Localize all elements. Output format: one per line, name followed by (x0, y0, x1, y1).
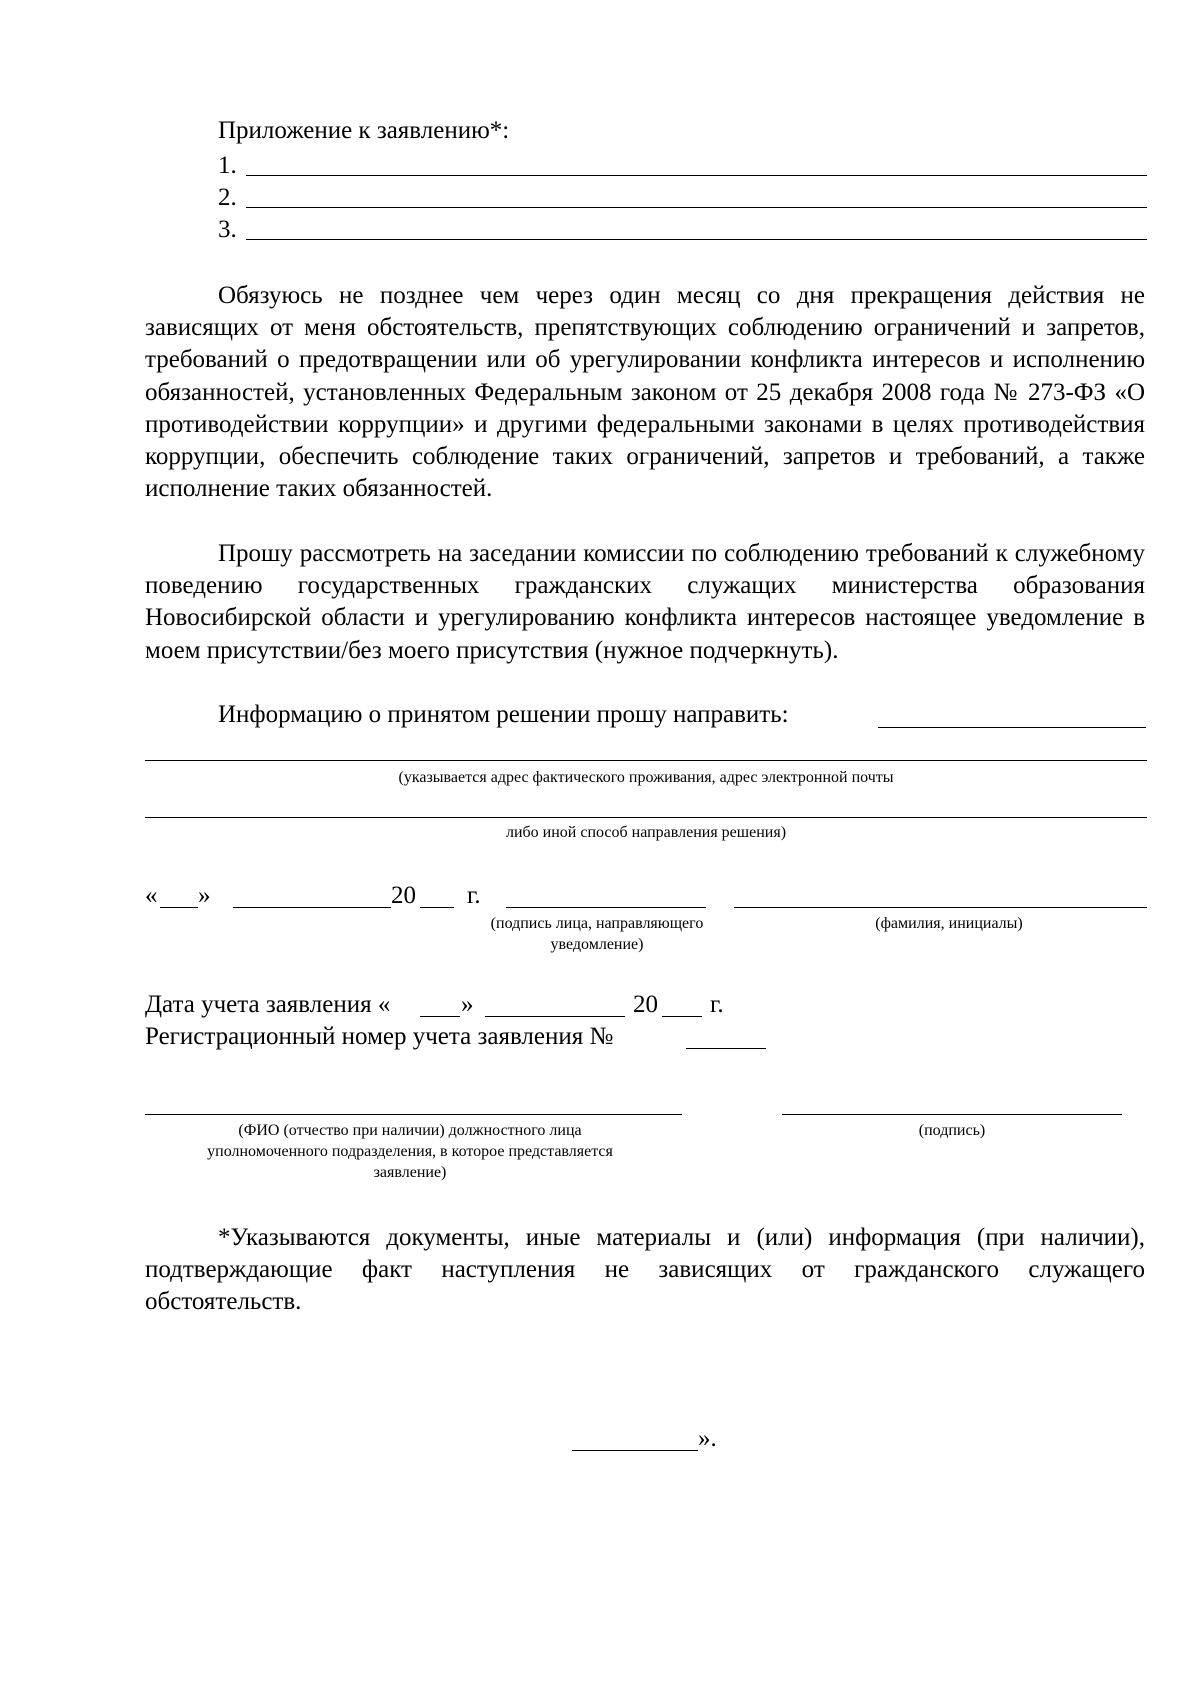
closing-line (572, 1450, 698, 1451)
date-year-prefix: 20 (391, 882, 416, 909)
info-request-label: Информацию о принятом решении прошу направить: (218, 701, 789, 728)
attachment-number-3: 3. (218, 216, 237, 243)
registration-date-close: » (461, 991, 474, 1018)
registration-year-line[interactable] (662, 1016, 702, 1017)
closing-quote: ». (698, 1425, 717, 1452)
address-hint-1: (указывается адрес фактического проживания, адрес электронной почты (398, 769, 894, 786)
date-year-line[interactable] (420, 907, 454, 908)
registration-number-line[interactable] (686, 1048, 766, 1049)
footnote: *Указываются документы, иные материалы и (или) информация (при наличии), подтверждающие факт наступления не зависящих от гражданского служащего обстоятельств. (145, 1224, 1145, 1316)
obligation-paragraph: Обязуюсь не позднее чем через один месяц со дня прекращения действия не зависящих от меня обстоятельств, препятствующих соблюдению ограничений и запретов, требований о предотвращении или об урегулировании конфликта интересов и исполнению обязанностей, установленных Федеральным законом от 25 декабря 2008 года № 273-ФЗ «О противодействии коррупции» и другими федеральными законами в целях противодействия коррупции, обеспечить соблюдение таких ограничений, запретов и требований, а также исполнение таких обязанностей. (145, 282, 1145, 503)
date-month-line[interactable] (233, 907, 391, 908)
registration-number-label: Регистрационный номер учета заявления № (145, 1023, 614, 1050)
request-paragraph: Прошу рассмотреть на заседании комиссии по соблюдению требований к служебному поведению государственных гражданских служащих министерства образования Новосибирской области и урегулированию конфликта интересов настоящее уведомление в моем присутствии/без моего присутствия (нужное подчеркнуть). (145, 540, 1145, 664)
attachment-line-1[interactable] (246, 175, 1147, 176)
registration-date-label: Дата учета заявления « (145, 991, 391, 1018)
attachments-title: Приложение к заявлению*: (218, 117, 510, 144)
registration-day-line[interactable] (420, 1016, 460, 1017)
registration-year-prefix: 20 (633, 991, 658, 1018)
address-line-1[interactable] (145, 760, 1147, 761)
official-fio-line[interactable] (145, 1114, 682, 1115)
attachment-number-1: 1. (218, 152, 237, 179)
official-fio-hint: (ФИО (отчество при наличии) должностного лица уполномоченного подразделения, в которое представляется заявление) (207, 1122, 613, 1181)
official-signature-hint: (подпись) (918, 1122, 986, 1139)
name-line[interactable] (734, 907, 1147, 908)
official-signature-line[interactable] (782, 1114, 1122, 1115)
address-hint-2: либо иной способ направления решения) (505, 824, 787, 841)
date-close-quote: » (198, 882, 211, 909)
date-day-line[interactable] (160, 907, 198, 908)
date-open-quote: « (145, 882, 158, 909)
date-year-suffix: г. (467, 882, 481, 909)
info-request-line[interactable] (878, 727, 1146, 728)
signature-hint: (подпись лица, направляющего уведомление) (490, 915, 704, 953)
attachment-line-2[interactable] (246, 207, 1147, 208)
registration-month-line[interactable] (485, 1016, 625, 1017)
address-line-2[interactable] (145, 817, 1147, 818)
attachment-number-2: 2. (218, 184, 237, 211)
name-hint: (фамилия, инициалы) (875, 915, 1023, 932)
signature-line[interactable] (506, 907, 706, 908)
registration-year-suffix: г. (710, 991, 724, 1018)
attachment-line-3[interactable] (246, 239, 1147, 240)
